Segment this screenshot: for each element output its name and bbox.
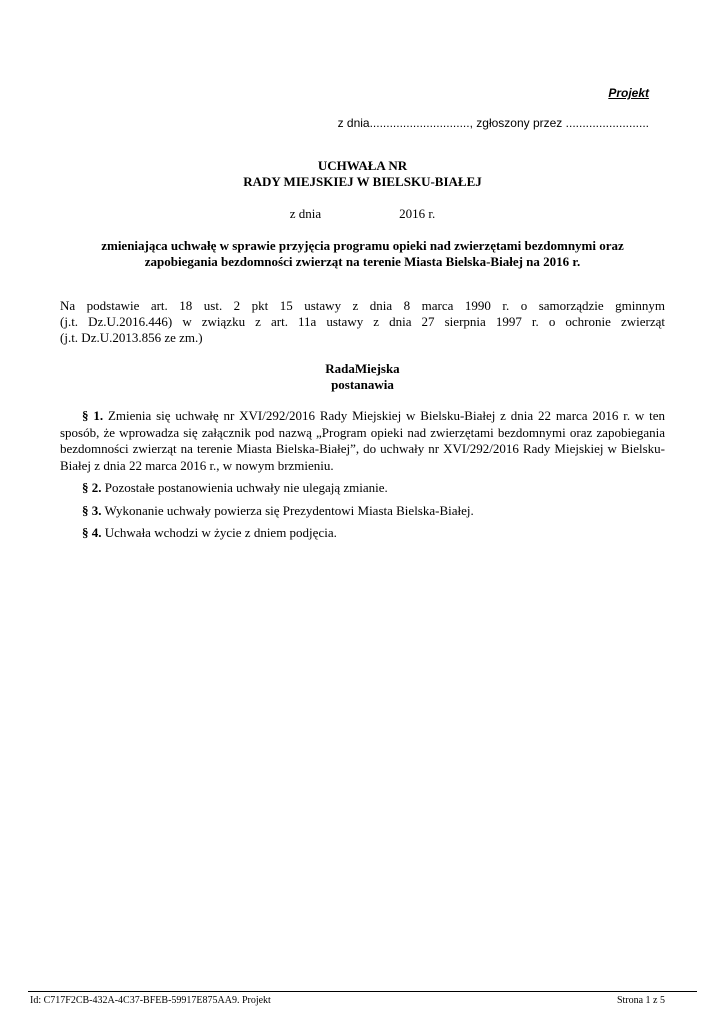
legal-basis	[60, 298, 665, 346]
resolution-date: z dnia 2016 r.	[289, 206, 436, 221]
paragraph-number: § 4.	[82, 525, 102, 540]
resolution-title	[0, 158, 725, 190]
paragraph-number: § 2.	[82, 480, 102, 495]
legal-basis-line2: (j.t. Dz.U.2016.446) w związku z art. 11a ustawy z dnia 27 sierpnia 1997 r. o ochronie zwierząt	[60, 314, 665, 329]
paragraph-text: Wykonanie uchwały powierza się Prezydentowi Miasta Bielska-Białej.	[104, 502, 474, 518]
resolution-subject	[60, 238, 665, 270]
paragraph-2	[60, 480, 665, 497]
decides-word: postanawia	[331, 377, 394, 392]
submitted-line: z dnia.............................., zgłoszony przez .........................	[337, 116, 649, 130]
subject-line1: zmieniająca uchwałę w sprawie przyjęcia programu opieki nad zwierzętami bezdomnymi oraz	[101, 238, 624, 253]
subject-line2: zapobiegania bezdomności zwierząt na terenie Miasta Bielska-Białej na 2016 r.	[144, 254, 581, 269]
projekt-label: Projekt	[608, 86, 649, 100]
footer-divider	[28, 991, 697, 992]
document-id: Id: C717F2CB-432A-4C37-BFEB-59917E875AA9. Projekt	[30, 995, 271, 1006]
council-name: RadaMiejska	[325, 361, 400, 376]
paragraph-text: Pozostałe postanowienia uchwały nie ulegają zmianie.	[104, 480, 388, 495]
resolution-title-line1: UCHWAŁA NR	[317, 158, 408, 173]
page-number: Strona 1 z 5	[616, 995, 665, 1006]
resolution-title-line2: RADY MIEJSKIEJ W BIELSKU-BIAŁEJ	[243, 174, 482, 189]
paragraph-text: Uchwała wchodzi w życie z dniem podjęcia.	[104, 525, 337, 540]
paragraph-3	[60, 503, 665, 520]
paragraph-number: § 3.	[82, 502, 102, 518]
paragraph-text: Zmienia się uchwałę nr XVI/292/2016 Rady Miejskiej w Bielsku-Białej z dnia 22 marca 2016 r. w ten sposób, że wprowadza się załącznik pod nazwą „Program opieki nad zwierzętami bezdomnymi oraz zapobiegania bezdomności zwierząt na terenie Miasta Bielska-Białej”, do uchwały nr XVI/292/2016 Rady Miejskiej w Bielsku-Białej z dnia 22 marca 2016 r., w nowym brzmieniu.	[60, 408, 666, 473]
paragraph-number: § 1.	[82, 408, 104, 423]
legal-basis-line1: Na podstawie art. 18 ust. 2 pkt 15 ustawy z dnia 8 marca 1990 r. o samorządzie gminnym	[60, 298, 665, 313]
legal-basis-line3: (j.t. Dz.U.2013.856 ze zm.)	[60, 330, 203, 345]
paragraph-4	[60, 525, 665, 542]
paragraph-1	[60, 408, 665, 474]
paragraphs	[60, 408, 665, 548]
council-decides	[0, 361, 725, 393]
